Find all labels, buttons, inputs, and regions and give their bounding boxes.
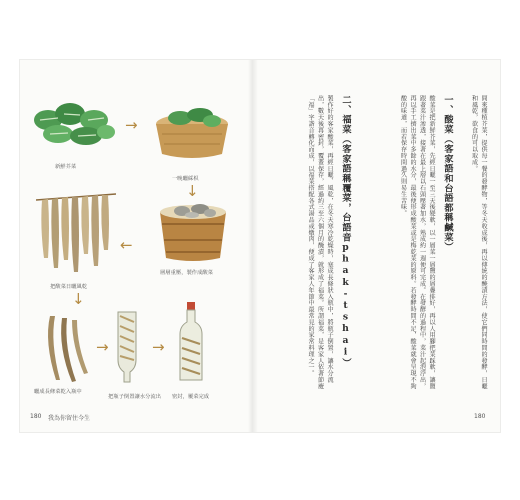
- section1-heading: 一、酸菜（客家語和台語都稱鹹菜）: [442, 95, 453, 252]
- arrow-right-3: →: [152, 338, 165, 356]
- section2-body-column: [264, 95, 334, 395]
- section1-body-column: [358, 95, 436, 395]
- section2-heading: 二、福菜（客家語稱覆菜，台語音phak-tshai）: [340, 95, 351, 368]
- intro-paragraph-column: [458, 95, 488, 395]
- dried-strips-illustration: [42, 312, 92, 384]
- section1-heading-column: [438, 95, 454, 395]
- caption-bottle: 把瓶子倒置讓水分流出: [108, 394, 161, 400]
- section2-heading-column: [336, 95, 352, 395]
- caption-done: 密封，覆菜完成: [172, 394, 210, 400]
- arrow-left: ←: [120, 236, 133, 254]
- hanging-sauerkraut-illustration: [36, 188, 116, 278]
- fresh-mustard-greens-illustration: [30, 98, 118, 150]
- pressing-barrel-illustration: [152, 202, 234, 264]
- inverted-bottle-illustration: [114, 308, 140, 386]
- caption-strip: 曬成長條菜乾入瓶中: [34, 389, 82, 395]
- arrow-down: ↓: [186, 182, 199, 200]
- sealed-bottle-illustration: [176, 300, 206, 386]
- page-gutter: [248, 60, 258, 432]
- caption-barrel: 層層重壓，製作成酸菜: [160, 270, 213, 276]
- intro-paragraph: 間來種植芥菜，提供每一餐的發酵物，等冬天收成後，再以傳統的醃漬方法，使它們同時間的發酵，日曬和風乾，欲食的可以取成。: [470, 95, 487, 390]
- caption-hang: 把酸菜日曬風乾: [50, 284, 88, 290]
- caption-fresh: 新鮮芥菜: [55, 164, 77, 170]
- drying-basket-illustration: [152, 104, 232, 162]
- section1-body: 酸菜是把新鮮芥菜，先經日曬一至三天後變軟，以一層菜一層鹽的層疊排好，再以人用腳把菜踩軟，讓鹽跟著菜汁渗透，接著在最上層以石頭壓著加水，熟成約一週便可完成。在發酵的過程中，菜汁起泡浮出，再以手工擠出菜中多餘的水分，最後便形成酸菜或是梅乾菜的原料。若發酵時間不足，酸菜就會呈現不夠酸的味道，而若保存時間過久則易生苦味。: [399, 95, 435, 390]
- left-page-number: 180: [30, 413, 42, 420]
- arrow-down-left: ↓: [72, 290, 85, 308]
- left-running-head: 我為你留住今生: [48, 415, 91, 422]
- section2-body: 製作好的客家酸菜，再經日曬、風乾，在冬天寒冷乾燥時，塞成長條狀入瓶中，將瓶子倒置，讓水分流出，數天後再密封，覆蓋保存，經過約三至六個月的醃漬，就形成了福菜。所謂福菜，是客家人依著節慶「福」字諧音轉化而成，以福菜搭配各式湯品或燉肉，便成了客家人年節中最常見的家常料理之一。: [307, 95, 333, 390]
- arrow-right-1: →: [125, 116, 138, 134]
- caption-sundry: 一晚曬綵枳: [172, 176, 199, 182]
- right-page-number: 180: [474, 413, 486, 420]
- arrow-right-2: →: [96, 338, 109, 356]
